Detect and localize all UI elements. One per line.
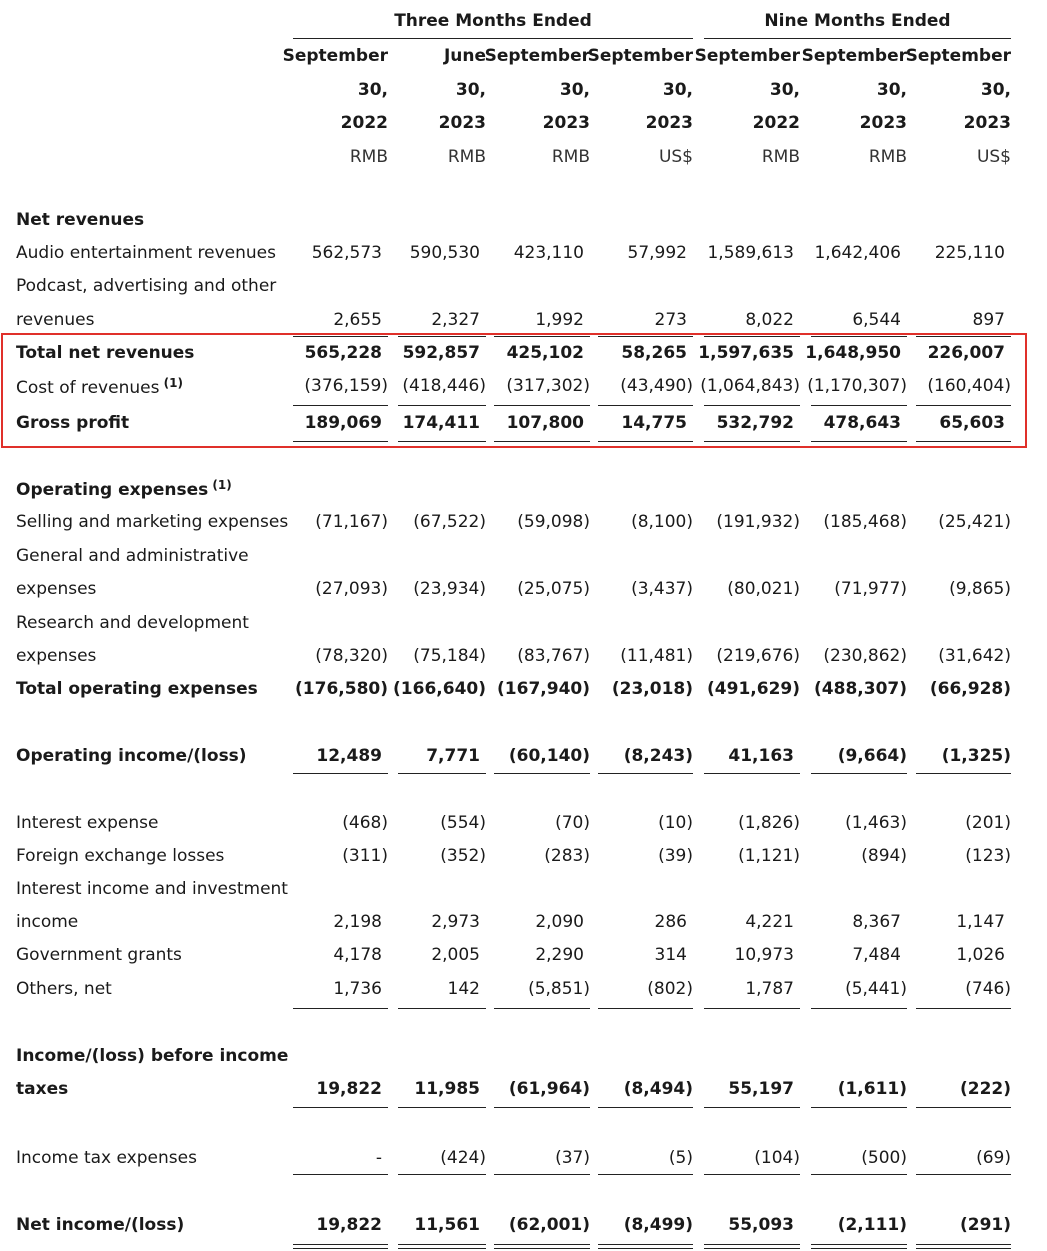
row-label	[16, 646, 96, 666]
group-underline	[293, 38, 693, 39]
table-cell: (176,580)	[295, 679, 388, 699]
row-label	[16, 546, 249, 566]
table-cell: 423,110	[513, 243, 584, 263]
table-cell: (222)	[959, 1079, 1011, 1099]
column-unit: RMB	[551, 146, 590, 167]
cell-underline	[293, 1244, 388, 1245]
row-label-text: General and administrative	[16, 546, 249, 566]
table-cell: (8,100)	[631, 512, 693, 532]
table-cell: (11,481)	[620, 646, 693, 666]
cell-underline	[398, 1107, 486, 1108]
table-cell: (291)	[959, 1215, 1011, 1235]
row-label	[16, 210, 144, 230]
row-label-text: Gross profit	[16, 413, 130, 433]
table-cell: 2,655	[333, 310, 382, 330]
table-cell: (424)	[440, 1148, 486, 1168]
cell-underline	[598, 1244, 693, 1245]
table-cell: 425,102	[506, 343, 584, 363]
table-cell: (167,940)	[497, 679, 590, 699]
table-cell: (9,865)	[949, 579, 1011, 599]
table-cell: 142	[447, 979, 480, 999]
table-cell: (418,446)	[402, 376, 486, 396]
table-cell: (311)	[342, 846, 388, 866]
table-cell: (10)	[658, 813, 693, 833]
table-cell: (219,676)	[716, 646, 800, 666]
row-label	[16, 276, 276, 296]
cell-underline	[704, 1107, 800, 1108]
cell-underline	[293, 773, 388, 774]
cell-underline	[598, 773, 693, 774]
table-cell: 107,800	[506, 413, 584, 433]
table-cell: 8,022	[745, 310, 794, 330]
cell-underline	[811, 1244, 907, 1245]
row-label-text: Foreign exchange losses	[16, 846, 225, 866]
column-day: 30,	[559, 79, 590, 100]
column-header-6	[797, 40, 907, 174]
table-cell: 7,484	[852, 945, 901, 965]
table-cell: (83,767)	[517, 646, 590, 666]
table-cell: (39)	[658, 846, 693, 866]
row-label	[16, 579, 96, 599]
table-cell: 1,589,613	[707, 243, 794, 263]
cell-double-underline	[494, 1248, 590, 1249]
cell-double-underline	[598, 1248, 693, 1249]
column-day: 30,	[876, 79, 907, 100]
table-cell: (1,170,307)	[807, 376, 907, 396]
table-cell: (230,862)	[823, 646, 907, 666]
column-month: June	[443, 46, 486, 66]
table-cell: 592,857	[402, 343, 480, 363]
table-cell: 2,198	[333, 912, 382, 932]
row-label-text: Net revenues	[16, 210, 145, 230]
row-label	[16, 846, 224, 866]
cell-underline	[916, 1244, 1011, 1245]
cell-underline	[293, 1008, 388, 1009]
cell-underline	[916, 773, 1011, 774]
group-underline	[704, 38, 1011, 39]
table-cell: (23,018)	[611, 679, 693, 699]
row-label-text: Selling and marketing expenses	[16, 512, 289, 532]
cell-double-underline	[916, 1248, 1011, 1249]
table-cell: (8,243)	[623, 746, 693, 766]
table-cell: 58,265	[621, 343, 687, 363]
table-cell: 1,992	[535, 310, 584, 330]
table-cell: 2,327	[431, 310, 480, 330]
row-label	[16, 613, 249, 633]
row-label-text: Total operating expenses	[16, 679, 258, 699]
cell-underline	[811, 1174, 907, 1175]
row-label-text: Cost of revenues	[16, 378, 160, 398]
cell-underline	[598, 1174, 693, 1175]
column-year: 2022	[752, 113, 800, 133]
cell-underline	[398, 773, 486, 774]
cell-underline	[811, 773, 907, 774]
column-header-2	[376, 40, 486, 174]
table-cell: (66,928)	[929, 679, 1011, 699]
cell-underline	[293, 1174, 388, 1175]
table-cell: (43,490)	[620, 376, 693, 396]
table-cell: 7,771	[426, 746, 480, 766]
table-cell: 2,290	[535, 945, 584, 965]
cell-underline	[704, 773, 800, 774]
cell-underline	[704, 1174, 800, 1175]
row-label	[16, 1215, 184, 1235]
column-year: 2023	[963, 113, 1011, 133]
table-cell: (802)	[647, 979, 693, 999]
column-year: 2023	[859, 113, 907, 133]
table-cell: (1,611)	[837, 1079, 907, 1099]
table-cell: (160,404)	[927, 376, 1011, 396]
row-label	[16, 1046, 288, 1066]
table-cell: (37)	[555, 1148, 590, 1168]
table-cell: 1,642,406	[814, 243, 901, 263]
cell-double-underline	[704, 1248, 800, 1249]
table-cell: (8,494)	[623, 1079, 693, 1099]
column-year: 2023	[542, 113, 590, 133]
cell-underline	[598, 1008, 693, 1009]
column-unit: RMB	[349, 146, 388, 167]
table-cell: 65,603	[939, 413, 1005, 433]
table-cell: -	[375, 1148, 382, 1168]
cell-underline	[494, 1107, 590, 1108]
group-header-2: Nine Months Ended	[764, 11, 951, 31]
column-day: 30,	[455, 79, 486, 100]
row-label	[16, 813, 158, 833]
row-label-text: income	[16, 912, 79, 932]
table-cell: 1,597,635	[698, 343, 794, 363]
table-cell: 55,093	[728, 1215, 794, 1235]
column-month: September	[587, 46, 693, 66]
cell-underline	[494, 1244, 590, 1245]
table-cell: 1,736	[333, 979, 382, 999]
table-cell: (80,021)	[727, 579, 800, 599]
table-cell: (746)	[965, 979, 1011, 999]
table-cell: (500)	[861, 1148, 907, 1168]
row-label	[16, 1079, 68, 1099]
table-cell: (2,111)	[837, 1215, 907, 1235]
column-header-4	[583, 40, 693, 174]
cell-double-underline	[811, 1248, 907, 1249]
table-cell: (71,977)	[834, 579, 907, 599]
table-cell: 41,163	[728, 746, 794, 766]
cell-underline	[704, 1244, 800, 1245]
table-cell: 286	[654, 912, 687, 932]
table-cell: 897	[972, 310, 1005, 330]
table-cell: 225,110	[934, 243, 1005, 263]
table-cell: (69)	[976, 1148, 1011, 1168]
column-year: 2023	[645, 113, 693, 133]
row-label-text: Operating expenses	[16, 480, 209, 500]
table-cell: (5,441)	[845, 979, 907, 999]
table-cell: 590,530	[409, 243, 480, 263]
column-day: 30,	[357, 79, 388, 100]
row-label-text: Income/(loss) before income	[16, 1046, 289, 1066]
column-month: September	[801, 46, 907, 66]
table-cell: 57,992	[627, 243, 687, 263]
footnote-marker: (1)	[159, 376, 183, 390]
table-cell: (1,826)	[738, 813, 800, 833]
column-unit: US$	[658, 146, 693, 167]
row-label-text: Operating income/(loss)	[16, 746, 247, 766]
table-cell: 55,197	[728, 1079, 794, 1099]
cell-underline	[598, 1107, 693, 1108]
cell-underline	[398, 1244, 486, 1245]
table-cell: (62,001)	[508, 1215, 590, 1235]
row-label	[16, 912, 78, 932]
table-cell: (75,184)	[413, 646, 486, 666]
group-header-1: Three Months Ended	[394, 11, 592, 31]
column-unit: RMB	[447, 146, 486, 167]
cell-underline	[704, 1008, 800, 1009]
row-label-text: expenses	[16, 579, 97, 599]
table-cell: 1,648,950	[805, 343, 901, 363]
table-cell: 11,985	[414, 1079, 480, 1099]
row-label-text: Others, net	[16, 979, 112, 999]
column-day: 30,	[980, 79, 1011, 100]
table-cell: (70)	[555, 813, 590, 833]
table-cell: (1,064,843)	[700, 376, 800, 396]
row-label	[16, 945, 182, 965]
row-label-text: Podcast, advertising and other	[16, 276, 277, 296]
cell-underline	[494, 773, 590, 774]
table-cell: 314	[654, 945, 687, 965]
table-cell: 189,069	[304, 413, 382, 433]
table-cell: (468)	[342, 813, 388, 833]
row-label	[16, 746, 247, 766]
cell-underline	[916, 1174, 1011, 1175]
table-cell: 6,544	[852, 310, 901, 330]
table-cell: (25,421)	[938, 512, 1011, 532]
revenue-highlight-box	[1, 333, 1027, 448]
table-cell: (5)	[668, 1148, 693, 1168]
table-cell: 562,573	[311, 243, 382, 263]
table-cell: (27,093)	[315, 579, 388, 599]
table-cell: (3,437)	[631, 579, 693, 599]
column-month: September	[484, 46, 590, 66]
row-label-text: Net income/(loss)	[16, 1215, 185, 1235]
column-month: September	[694, 46, 800, 66]
column-unit: RMB	[868, 146, 907, 167]
table-cell: (376,159)	[304, 376, 388, 396]
table-cell: (104)	[754, 1148, 800, 1168]
row-label-text: Interest income and investment	[16, 879, 288, 899]
row-label	[16, 879, 288, 899]
table-cell: (67,522)	[413, 512, 486, 532]
table-cell: 12,489	[316, 746, 382, 766]
table-cell: 2,973	[431, 912, 480, 932]
table-cell: (1,463)	[845, 813, 907, 833]
footnote-marker: (1)	[208, 478, 232, 492]
table-cell: (1,325)	[941, 746, 1011, 766]
table-cell: 8,367	[852, 912, 901, 932]
table-cell: (283)	[544, 846, 590, 866]
table-cell: 565,228	[304, 343, 382, 363]
cell-underline	[916, 1008, 1011, 1009]
table-cell: (554)	[440, 813, 486, 833]
column-month: September	[282, 46, 388, 66]
table-cell: (1,121)	[738, 846, 800, 866]
row-label-text: Government grants	[16, 945, 182, 965]
table-cell: (31,642)	[938, 646, 1011, 666]
cell-double-underline	[398, 1248, 486, 1249]
table-cell: 1,787	[745, 979, 794, 999]
column-header-3	[480, 40, 590, 174]
column-unit: US$	[976, 146, 1011, 167]
cell-underline	[494, 1008, 590, 1009]
table-cell: (59,098)	[517, 512, 590, 532]
table-cell: (894)	[861, 846, 907, 866]
table-cell: (185,468)	[823, 512, 907, 532]
cell-underline	[398, 1008, 486, 1009]
row-label	[16, 512, 288, 532]
cell-underline	[494, 1174, 590, 1175]
table-cell: 14,775	[621, 413, 687, 433]
table-cell: 273	[654, 310, 687, 330]
table-cell: 19,822	[316, 1215, 382, 1235]
table-cell: 11,561	[414, 1215, 480, 1235]
table-cell: 4,221	[745, 912, 794, 932]
table-cell: 2,090	[535, 912, 584, 932]
cell-underline	[398, 1174, 486, 1175]
table-cell: (317,302)	[506, 376, 590, 396]
table-cell: (25,075)	[517, 579, 590, 599]
column-header-1	[278, 40, 388, 174]
table-cell: (488,307)	[814, 679, 907, 699]
table-cell: 532,792	[716, 413, 794, 433]
column-unit: RMB	[761, 146, 800, 167]
table-cell: (78,320)	[315, 646, 388, 666]
table-cell: (5,851)	[528, 979, 590, 999]
table-cell: (201)	[965, 813, 1011, 833]
table-cell: (60,140)	[508, 746, 590, 766]
row-label	[16, 979, 112, 999]
table-cell: 1,026	[956, 945, 1005, 965]
table-cell: 19,822	[316, 1079, 382, 1099]
table-cell: (166,640)	[393, 679, 486, 699]
table-cell: (71,167)	[315, 512, 388, 532]
row-label	[16, 679, 258, 699]
table-cell: (491,629)	[707, 679, 800, 699]
row-label-text: Total net revenues	[16, 343, 195, 363]
row-label-text: taxes	[16, 1079, 69, 1099]
row-label	[16, 1148, 197, 1168]
column-header-7	[901, 40, 1011, 174]
row-label-text: expenses	[16, 646, 97, 666]
column-year: 2022	[340, 113, 388, 133]
table-cell: 226,007	[927, 343, 1005, 363]
table-cell: (61,964)	[508, 1079, 590, 1099]
cell-underline	[811, 1008, 907, 1009]
row-label	[16, 310, 94, 330]
table-cell: (352)	[440, 846, 486, 866]
cell-underline	[916, 1107, 1011, 1108]
column-day: 30,	[662, 79, 693, 100]
table-cell: 1,147	[956, 912, 1005, 932]
column-header-5	[690, 40, 800, 174]
row-label	[16, 478, 232, 500]
row-label-text: Research and development	[16, 613, 249, 633]
table-cell: (23,934)	[413, 579, 486, 599]
column-day: 30,	[769, 79, 800, 100]
row-label	[16, 243, 276, 263]
table-cell: 2,005	[431, 945, 480, 965]
column-month: September	[905, 46, 1011, 66]
column-year: 2023	[438, 113, 486, 133]
cell-underline	[811, 1107, 907, 1108]
table-cell: 174,411	[402, 413, 480, 433]
cell-underline	[293, 1107, 388, 1108]
table-cell: 4,178	[333, 945, 382, 965]
table-cell: (8,499)	[623, 1215, 693, 1235]
row-label-text: Interest expense	[16, 813, 159, 833]
table-cell: 478,643	[823, 413, 901, 433]
cell-double-underline	[293, 1248, 388, 1249]
table-cell: 10,973	[734, 945, 794, 965]
row-label-text: Audio entertainment revenues	[16, 243, 276, 263]
row-label-text: revenues	[16, 310, 95, 330]
table-cell: (9,664)	[837, 746, 907, 766]
table-cell: (191,932)	[716, 512, 800, 532]
row-label-text: Income tax expenses	[16, 1148, 197, 1168]
table-cell: (123)	[965, 846, 1011, 866]
